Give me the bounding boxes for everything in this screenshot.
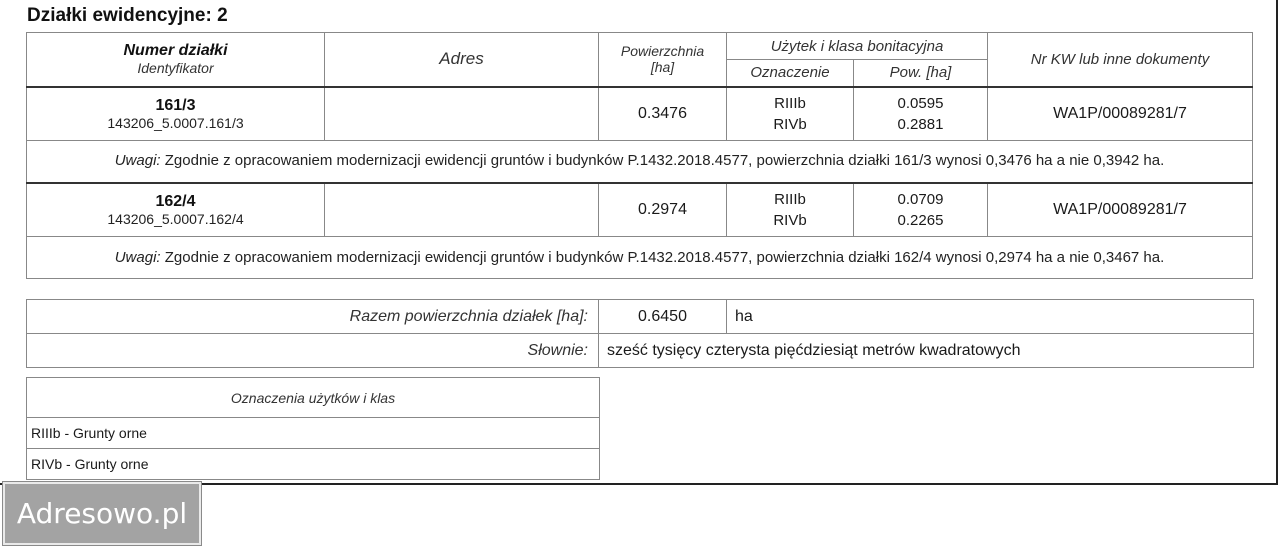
header-nr-kw: Nr KW lub inne dokumenty — [988, 33, 1253, 87]
parcel-number: 161/3 — [155, 96, 196, 114]
parcel-number: 162/4 — [155, 192, 196, 210]
header-identyfikator-label: Identyfikator — [137, 60, 214, 77]
total-area-unit: ha — [727, 300, 1254, 334]
land-use-code: RIVb — [773, 115, 807, 133]
header-powierzchnia-unit: [ha] — [650, 59, 675, 76]
note-text: Zgodnie z opracowaniem modernizacji ewidencji gruntów i budynków P.1432.2018.4577, powierzchnia działki 161/3 wynosi 0,3476 ha a nie 0,3942 ha. — [164, 152, 1165, 170]
parcel-address — [325, 183, 599, 237]
legend-title: Oznaczenia użytków i klas — [27, 378, 600, 418]
header-powierzchnia-label: Powierzchnia — [620, 43, 705, 60]
parcel-number-cell — [27, 183, 325, 237]
parcels-table — [26, 32, 1253, 279]
land-use-area: 0.0709 — [897, 190, 944, 208]
land-use-area: 0.0595 — [897, 94, 944, 112]
parcel-note — [27, 141, 1253, 183]
summary-table — [26, 299, 1254, 368]
land-use-areas — [854, 183, 988, 237]
land-use-codes — [727, 87, 854, 141]
land-register-number: WA1P/00089281/7 — [988, 183, 1253, 237]
in-words-value: sześć tysięcy czterysta pięćdziesiąt metrów kwadratowych — [599, 334, 1254, 368]
header-oznaczenie: Oznaczenie — [727, 60, 854, 87]
header-pow: Pow. [ha] — [854, 60, 988, 87]
header-powierzchnia — [599, 33, 727, 87]
land-use-code: RIIIb — [774, 190, 806, 208]
land-use-area: 0.2265 — [897, 211, 944, 229]
note-label: Uwagi: — [114, 248, 161, 266]
total-area-label: Razem powierzchnia działek [ha]: — [27, 300, 599, 334]
land-use-code: RIVb — [773, 211, 807, 229]
total-area-value: 0.6450 — [599, 300, 727, 334]
note-label: Uwagi: — [114, 152, 161, 170]
parcel-row — [27, 87, 1253, 141]
parcel-note — [27, 237, 1253, 279]
land-register-number: WA1P/00089281/7 — [988, 87, 1253, 141]
parcel-address — [325, 87, 599, 141]
header-numer-dzialki — [27, 33, 325, 87]
note-text: Zgodnie z opracowaniem modernizacji ewidencji gruntów i budynków P.1432.2018.4577, powierzchnia działki 162/4 wynosi 0,2974 ha a nie 0,3467 ha. — [164, 248, 1165, 266]
parcel-identifier: 143206_5.0007.162/4 — [107, 210, 244, 227]
watermark-logo — [3, 482, 201, 545]
in-words-label: Słownie: — [27, 334, 599, 368]
legend-table — [26, 377, 600, 480]
land-use-areas — [854, 87, 988, 141]
legend-item: RIVb - Grunty orne — [27, 449, 600, 480]
header-adres: Adres — [325, 33, 599, 87]
section-title: Działki ewidencyjne: 2 — [27, 5, 228, 26]
land-use-area: 0.2881 — [897, 115, 944, 133]
parcel-area: 0.2974 — [599, 183, 727, 237]
header-uzytek: Użytek i klasa bonitacyjna — [727, 33, 988, 60]
parcel-note-row — [27, 237, 1253, 279]
parcel-area: 0.3476 — [599, 87, 727, 141]
parcel-row — [27, 183, 1253, 237]
watermark-text: Adresowo.pl — [16, 497, 188, 530]
legend-item: RIIIb - Grunty orne — [27, 418, 600, 449]
parcel-number-cell — [27, 87, 325, 141]
land-use-codes — [727, 183, 854, 237]
parcel-identifier: 143206_5.0007.161/3 — [107, 114, 244, 131]
header-numer-label: Numer działki — [123, 42, 228, 60]
land-use-code: RIIIb — [774, 94, 806, 112]
parcel-note-row — [27, 141, 1253, 183]
